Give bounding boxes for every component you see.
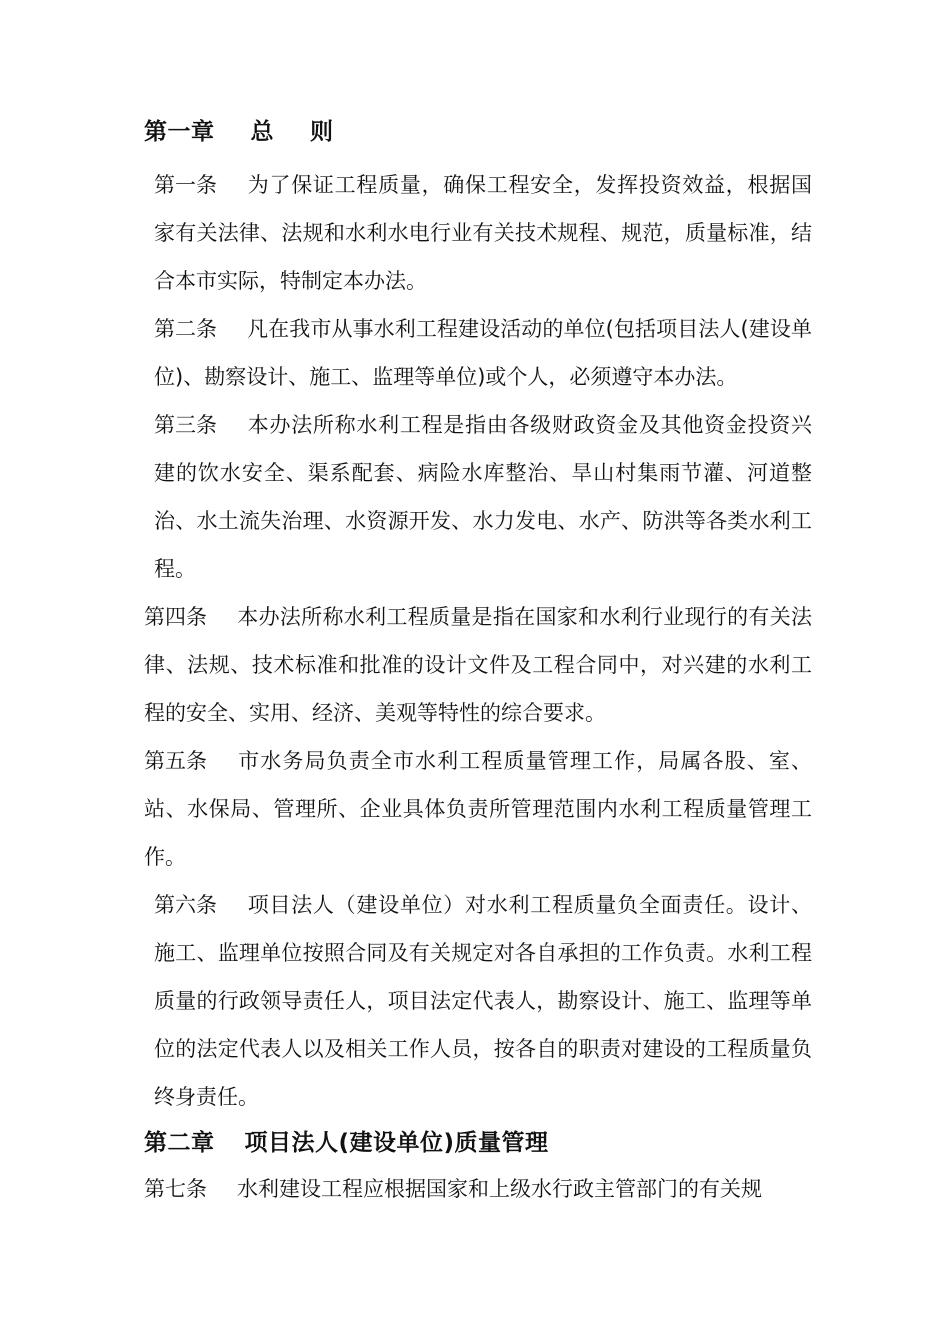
- article-2-text: 凡在我市从事水利工程建设活动的单位(包括项目法人(建设单位)、勘察设计、施工、监理等单位)或个人，必须遵守本办法。: [154, 317, 812, 389]
- chapter-1-number: 第一章: [144, 119, 215, 145]
- article-5-text: 市水务局负责全市水利工程质量管理工作，局属各股、室、站、水保局、管理所、企业具体负责所管理范围内水利工程质量管理工作。: [144, 749, 812, 869]
- article-3: [144, 401, 812, 593]
- chapter-2-title: 项目法人(建设单位)质量管理: [244, 1130, 549, 1156]
- chapter-2-number: 第二章: [144, 1130, 215, 1156]
- document-body: [144, 110, 812, 1213]
- article-1: [144, 161, 812, 305]
- article-3-text: 本办法所称水利工程是指由各级财政资金及其他资金投资兴建的饮水安全、渠系配套、病险水库整治、旱山村集雨节灌、河道整治、水土流失治理、水资源开发、水力发电、水产、防洪等各类水利工程。: [154, 413, 812, 581]
- chapter-1-heading: [144, 110, 812, 154]
- article-1-number: 第一条: [154, 173, 217, 197]
- chapter-2-heading: [144, 1121, 812, 1165]
- article-2-number: 第二条: [154, 317, 217, 341]
- article-2: [144, 305, 812, 401]
- article-7: [144, 1165, 812, 1213]
- article-7-text: 水利建设工程应根据国家和上级水行政主管部门的有关规: [237, 1177, 762, 1201]
- article-5: [144, 737, 812, 881]
- article-6-number: 第六条: [154, 893, 217, 917]
- chapter-1-title-part-1: 总: [250, 119, 274, 145]
- article-5-number: 第五条: [144, 749, 207, 773]
- article-6: [144, 881, 812, 1121]
- article-4: [144, 593, 812, 737]
- article-4-text: 本办法所称水利工程质量是指在国家和水利行业现行的有关法律、法规、技术标准和批准的设计文件及工程合同中，对兴建的水利工程的安全、实用、经济、美观等特性的综合要求。: [144, 605, 812, 725]
- article-6-text: 项目法人（建设单位）对水利工程质量负全面责任。设计、施工、监理单位按照合同及有关规定对各自承担的工作负责。水利工程质量的行政领导责任人，项目法定代表人，勘察设计、施工、监理等单位的法定代表人以及相关工作人员，按各自的职责对建设的工程质量负终身责任。: [154, 893, 812, 1109]
- article-1-text: 为了保证工程质量，确保工程安全，发挥投资效益，根据国家有关法律、法规和水利水电行业有关技术规程、规范，质量标准，结合本市实际，特制定本办法。: [154, 173, 812, 293]
- article-7-number: 第七条: [144, 1177, 207, 1201]
- chapter-1-title-part-2: 则: [310, 119, 334, 145]
- article-4-number: 第四条: [144, 605, 207, 629]
- article-3-number: 第三条: [154, 413, 217, 437]
